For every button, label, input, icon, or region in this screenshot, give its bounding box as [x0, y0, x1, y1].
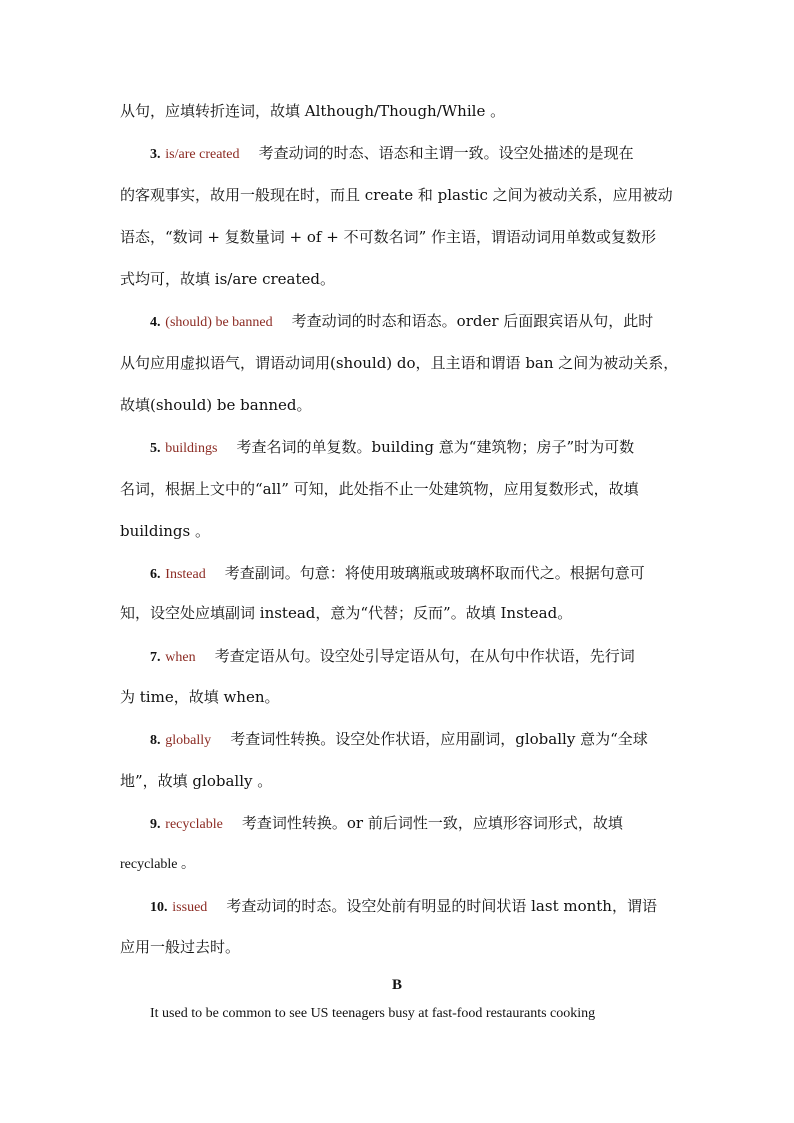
text-line: recyclable 。: [120, 857, 196, 872]
text-line: 名词，根据上文中的“all” 可知，此处指不止一处建筑物，应用复数形式，故填: [120, 480, 639, 498]
section-heading: B: [391, 977, 402, 993]
answer-text: buildings: [165, 441, 218, 456]
text-line: 语态，“数词 + 复数量词 + of + 不可数名词” 作主语，谓语动词用单数或复数形: [120, 228, 657, 246]
text-line: 应用一般过去时。: [120, 938, 241, 956]
answer-item-7: [150, 646, 680, 668]
explanation-text: 考查副词。句意：将使用玻璃瓶或玻璃杯取而代之。根据句意可: [224, 564, 645, 582]
explanation-text: 考查定语从句。设空处引导定语从句，在从句中作状语，先行词: [214, 647, 635, 665]
item-number: 10.: [150, 900, 168, 915]
text-line: 的客观事实，故用一般现在时，而且 create 和 plastic 之间为被动关系，应用被动: [120, 186, 673, 204]
answer-item-5: [150, 437, 680, 459]
explanation-text: 考查名词的单复数。building 意为“建筑物；房子”时为可数: [236, 438, 635, 456]
text-line: buildings 。: [120, 522, 210, 540]
item-number: 3.: [150, 147, 161, 162]
answer-item-6: [150, 563, 680, 585]
explanation-text: 考查词性转换。设空处作状语，应用副词，globally 意为“全球: [230, 730, 648, 748]
answer-item-8: [150, 729, 680, 751]
passage-first-line: It used to be common to see US teenagers busy at fast-food restaurants cooking: [150, 1006, 596, 1021]
text-line: 知，设空处应填副词 instead，意为“代替；反而”。故填 Instead。: [120, 604, 573, 622]
explanation-text: 考查动词的时态。设空处前有明显的时间状语 last month，谓语: [226, 897, 657, 915]
explanation-text: 考查词性转换。or 前后词性一致，应填形容词形式，故填: [241, 814, 623, 832]
item-number: 4.: [150, 315, 161, 330]
answer-item-10: [150, 896, 680, 918]
answer-text: Instead: [165, 567, 206, 582]
item-number: 9.: [150, 817, 161, 832]
item-number: 8.: [150, 733, 161, 748]
text-line: 从句应用虚拟语气，谓语动词用(should) do，且主语和谓语 ban 之间为被动关系，: [120, 354, 679, 372]
explanation-text: 考查动词的时态、语态和主谓一致。设空处描述的是现在: [258, 144, 634, 162]
answer-text: when: [165, 650, 196, 665]
answer-text: is/are created: [165, 147, 240, 162]
text-line: 为 time，故填 when。: [120, 688, 280, 706]
answer-text: recyclable: [165, 817, 223, 832]
text-line: 从句，应填转折连词，故填 Although/Though/While 。: [120, 102, 506, 120]
answer-text: globally: [165, 733, 212, 748]
answer-item-3: [150, 143, 680, 165]
text-line: 地”，故填 globally 。: [120, 772, 273, 790]
answer-item-4: [150, 311, 680, 333]
answer-text: (should) be banned: [165, 315, 273, 330]
text-line: 式均可，故填 is/are created。: [120, 270, 335, 288]
item-number: 6.: [150, 567, 161, 582]
item-number: 7.: [150, 650, 161, 665]
answer-item-9: [150, 813, 680, 835]
text-line: 故填(should) be banned。: [120, 396, 312, 414]
answer-text: issued: [172, 900, 208, 915]
item-number: 5.: [150, 441, 161, 456]
explanation-text: 考查动词的时态和语态。order 后面跟宾语从句，此时: [291, 312, 654, 330]
